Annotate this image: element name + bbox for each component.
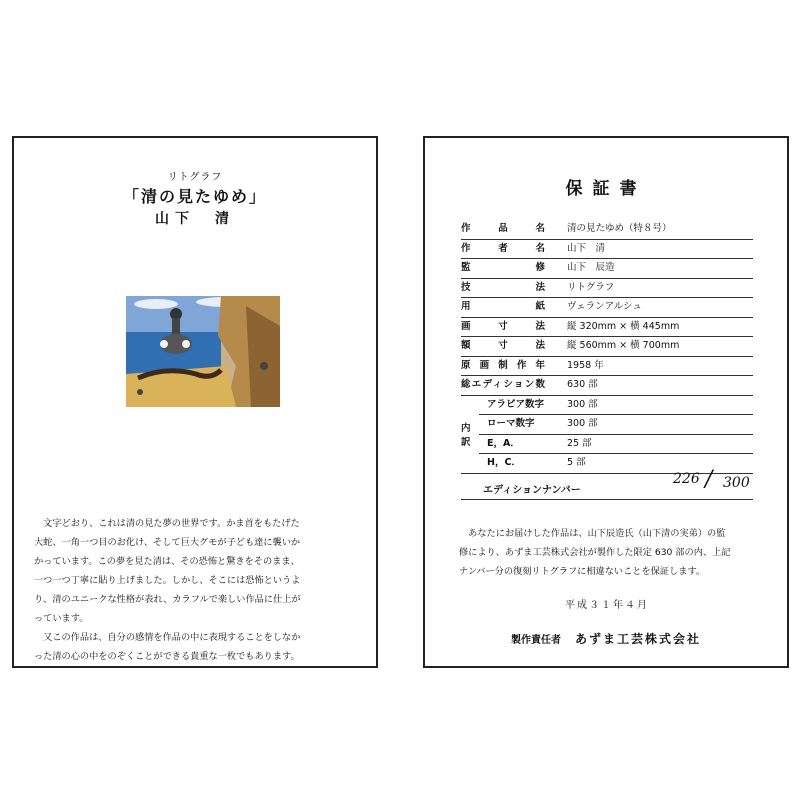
spec-row xyxy=(461,318,753,338)
artwork-image xyxy=(126,296,280,407)
maker-line xyxy=(425,630,787,647)
spec-row xyxy=(461,279,753,299)
spec-value: 山下 清 xyxy=(567,242,606,254)
spec-row xyxy=(461,259,753,279)
certificate-card xyxy=(423,136,789,668)
breakdown-row xyxy=(479,396,753,416)
guarantee-text xyxy=(459,524,759,581)
maker-company: あずま工芸株式会社 xyxy=(574,632,701,646)
artwork-info-card xyxy=(12,136,378,668)
spec-label: 用紙 xyxy=(461,301,545,312)
spec-table xyxy=(461,220,753,474)
spec-label: 画寸法 xyxy=(461,320,545,332)
breakdown-row-value: 300 部 xyxy=(567,418,598,429)
spec-value: リトグラフ xyxy=(567,281,615,293)
description-line: り、清のユニークな性格が表れ、カラフルで楽しい作品に仕上が xyxy=(34,594,301,605)
description-line: 又この作品は、自分の感情を作品の中に表現することをしなか xyxy=(34,632,301,643)
spec-row xyxy=(461,337,753,357)
breakdown-row-label: H，C． xyxy=(487,457,521,468)
description-line: 一つ一つ丁寧に貼り上げました。しかし、そこには恐怖というよ xyxy=(34,575,301,586)
spec-row xyxy=(461,298,753,318)
spec-row xyxy=(461,240,753,260)
breakdown-row-value: 5 部 xyxy=(567,457,586,468)
spec-row xyxy=(461,357,753,377)
spec-value: 1958 年 xyxy=(567,359,604,371)
artwork-description xyxy=(34,514,364,666)
spec-value: 630 部 xyxy=(567,379,598,390)
breakdown-group xyxy=(461,396,753,474)
breakdown-row xyxy=(479,435,753,455)
artwork-title: 「清の見たゆめ」 xyxy=(122,187,267,206)
breakdown-row-value: 300 部 xyxy=(567,398,598,410)
technique-subtitle: リトグラフ xyxy=(167,172,223,183)
certificate-title: 保証書 xyxy=(565,179,647,199)
edition-label: エディションナンバー xyxy=(483,485,581,496)
spec-value: 縦 320mm × 横 445mm xyxy=(567,320,680,332)
edition-number-row xyxy=(461,467,753,500)
description-line: った清の心の中をのぞくことができる貴重な一枚でもあります。 xyxy=(34,651,300,662)
guarantee-line: ナンバー分の復刻リトグラフに相違ないことを保証します。 xyxy=(459,566,706,577)
spec-label: 作者名 xyxy=(461,242,545,254)
spec-value: ヴェランアルシュ xyxy=(567,301,642,312)
breakdown-row-label: E，A． xyxy=(487,437,520,449)
spec-label: 技法 xyxy=(461,281,545,293)
certificate-date: 平成３１年４月 xyxy=(565,600,649,611)
edition-slash: / xyxy=(705,467,713,492)
description-line: っています。 xyxy=(34,613,89,624)
spec-label: 総エディション数 xyxy=(461,379,545,390)
spec-label: 作品名 xyxy=(461,223,545,234)
breakdown-row-label: ローマ数字 xyxy=(487,418,535,429)
breakdown-row xyxy=(479,415,753,435)
breakdown-row-value: 25 部 xyxy=(567,437,592,449)
breakdown-label: 内訳 xyxy=(461,423,473,448)
guarantee-line: 修により、あずま工芸株式会社が製作した限定 630 部の内、上記 xyxy=(459,547,731,558)
spec-value: 縦 560mm × 横 700mm xyxy=(567,340,680,351)
artist-name: 山下 清 xyxy=(155,211,235,227)
breakdown-row-label: アラビア数字 xyxy=(487,398,545,410)
edition-total: 300 xyxy=(723,475,750,491)
spec-label: 額寸法 xyxy=(461,340,545,351)
description-line: 大蛇、一角一つ目のお化け、そして巨大グモが子ども達に襲いか xyxy=(34,537,301,548)
spec-value: 山下 辰造 xyxy=(567,262,615,273)
guarantee-line: あなたにお届けした作品は、山下辰造氏（山下清の実弟）の監 xyxy=(459,528,726,539)
spec-value: 清の見たゆめ（特８号） xyxy=(567,223,672,234)
maker-label: 製作責任者 xyxy=(510,635,561,646)
description-line: かっています。この夢を見た清は、その恐怖と驚きをそのまま、 xyxy=(34,556,300,567)
spec-label: 原画制作年 xyxy=(461,359,545,371)
spec-row xyxy=(461,220,753,240)
spec-row xyxy=(461,376,753,396)
edition-number: 226 xyxy=(673,471,700,487)
spec-label: 監修 xyxy=(461,262,545,273)
description-line: 文字どおり、これは清の見た夢の世界です。かま首をもたげた xyxy=(34,518,300,529)
